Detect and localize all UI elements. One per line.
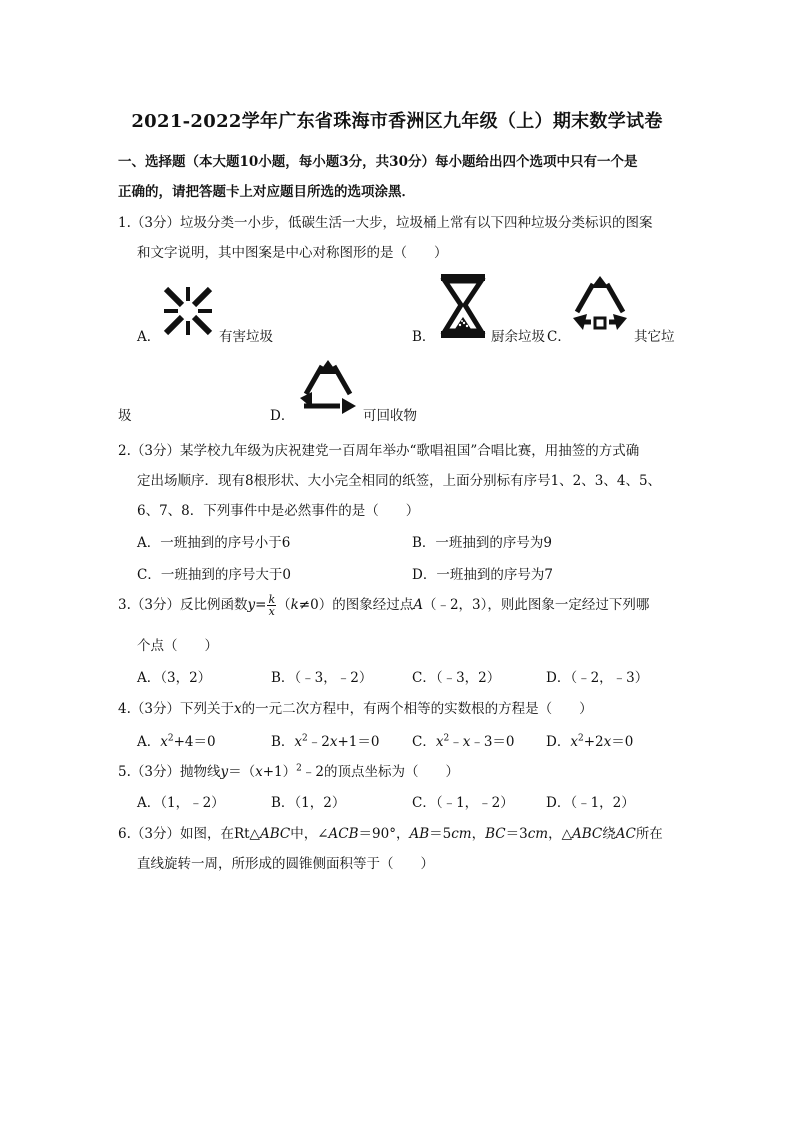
section-header-line1: 一、选择题（本大题10小题，每小题3分，共30分）每小题给出四个选项中只有一个是 xyxy=(118,154,638,170)
q5-option-c: C．（﹣1，﹣2） xyxy=(412,795,514,811)
q3-stem-line1: 3.（3分）反比例函数y= $\frac{k}{x}$ （k≠0）的图象经过点A（﹣2，3），则此图象一定经过下列哪 xyxy=(118,593,650,618)
q1-option-c-caption-wrap: 圾 xyxy=(118,408,132,424)
q2-stem-line2: 定出场顺序．现有8根形状、大小完全相同的纸签，上面分别标有序号1、2、3、4、5、 xyxy=(137,473,662,489)
kitchen-waste-icon xyxy=(437,271,489,341)
q2-stem-line3: 6、7、8．下列事件中是必然事件的是（ ） xyxy=(137,503,420,519)
q3-fraction: $\frac{k}{x}$ xyxy=(268,593,276,618)
q1-option-a-caption: 有害垃圾 xyxy=(219,329,273,345)
q4-option-c: C．$x^2﹣x﹣3=0$ xyxy=(412,733,515,750)
q6-stem-line2: 直线旋转一周，所形成的圆锥侧面积等于（ ） xyxy=(137,856,434,872)
q1-option-d-caption: 可回收物 xyxy=(363,408,417,424)
q1-option-c-letter: C． xyxy=(547,329,571,345)
q1-stem-line1: 1.（3分）垃圾分类一小步，低碳生活一大步，垃圾桶上常有以下四种垃圾分类标识的图案 xyxy=(118,215,653,231)
page-title: 2021-2022学年广东省珠海市香洲区九年级（上）期末数学试卷 xyxy=(131,111,663,132)
other-waste-icon xyxy=(569,274,631,336)
q1-option-b-letter: B． xyxy=(412,329,436,345)
q5-stem: 5.（3分）抛物线$y=(x+1)^2﹣2$的顶点坐标为（ ） xyxy=(118,763,459,780)
q5-option-d: D．（﹣1，2） xyxy=(546,795,635,811)
q6-stem-line1: 6.（3分）如图，在Rt△ABC中，∠ACB＝90°，AB＝5cm，BC＝3cm，△ABC绕AC所在 xyxy=(118,826,663,842)
q4-option-d: D．$x^2+2x=0$ xyxy=(546,733,634,750)
q2-option-a: A．一班抽到的序号小于6 xyxy=(137,535,291,551)
q4-option-b: B．$x^2﹣2x+1=0$ xyxy=(271,733,380,750)
q1-option-b-caption: 厨余垃圾 xyxy=(491,329,545,345)
q1-option-c-caption: 其它垃 xyxy=(634,329,675,345)
q4-option-a: A．$x^2+4=0$ xyxy=(137,733,216,750)
q5-option-b: B．（1，2） xyxy=(271,795,346,811)
q2-option-c: C．一班抽到的序号大于0 xyxy=(137,567,291,583)
q4-stem: 4.（3分）下列关于x的一元二次方程中，有两个相等的实数根的方程是（ ） xyxy=(118,701,593,717)
q1-option-d-letter: D． xyxy=(270,408,295,424)
q3-option-d: D．（﹣2，﹣3） xyxy=(546,670,649,686)
q2-option-b: B．一班抽到的序号为9 xyxy=(412,535,553,551)
q2-option-d: D．一班抽到的序号为7 xyxy=(412,567,553,583)
recyclable-icon xyxy=(296,358,360,416)
q3-option-c: C．（﹣3，2） xyxy=(412,670,501,686)
q3-stem-line2: 个点（ ） xyxy=(137,638,218,654)
section-header-line2: 正确的，请把答题卡上对应题目所选的选项涂黑． xyxy=(118,184,415,200)
q1-stem-line2: 和文字说明，其中图案是中心对称图形的是（ ） xyxy=(137,245,448,261)
hazardous-waste-icon xyxy=(160,283,216,339)
q1-option-a-letter: A． xyxy=(137,329,161,345)
q2-stem-line1: 2.（3分）某学校九年级为庆祝建党一百周年举办“歌唱祖国”合唱比赛，用抽签的方式确 xyxy=(118,443,640,459)
q5-option-a: A．（1，﹣2） xyxy=(137,795,225,811)
q3-option-b: B．（﹣3，﹣2） xyxy=(271,670,373,686)
q3-option-a: A．（3，2） xyxy=(137,670,212,686)
